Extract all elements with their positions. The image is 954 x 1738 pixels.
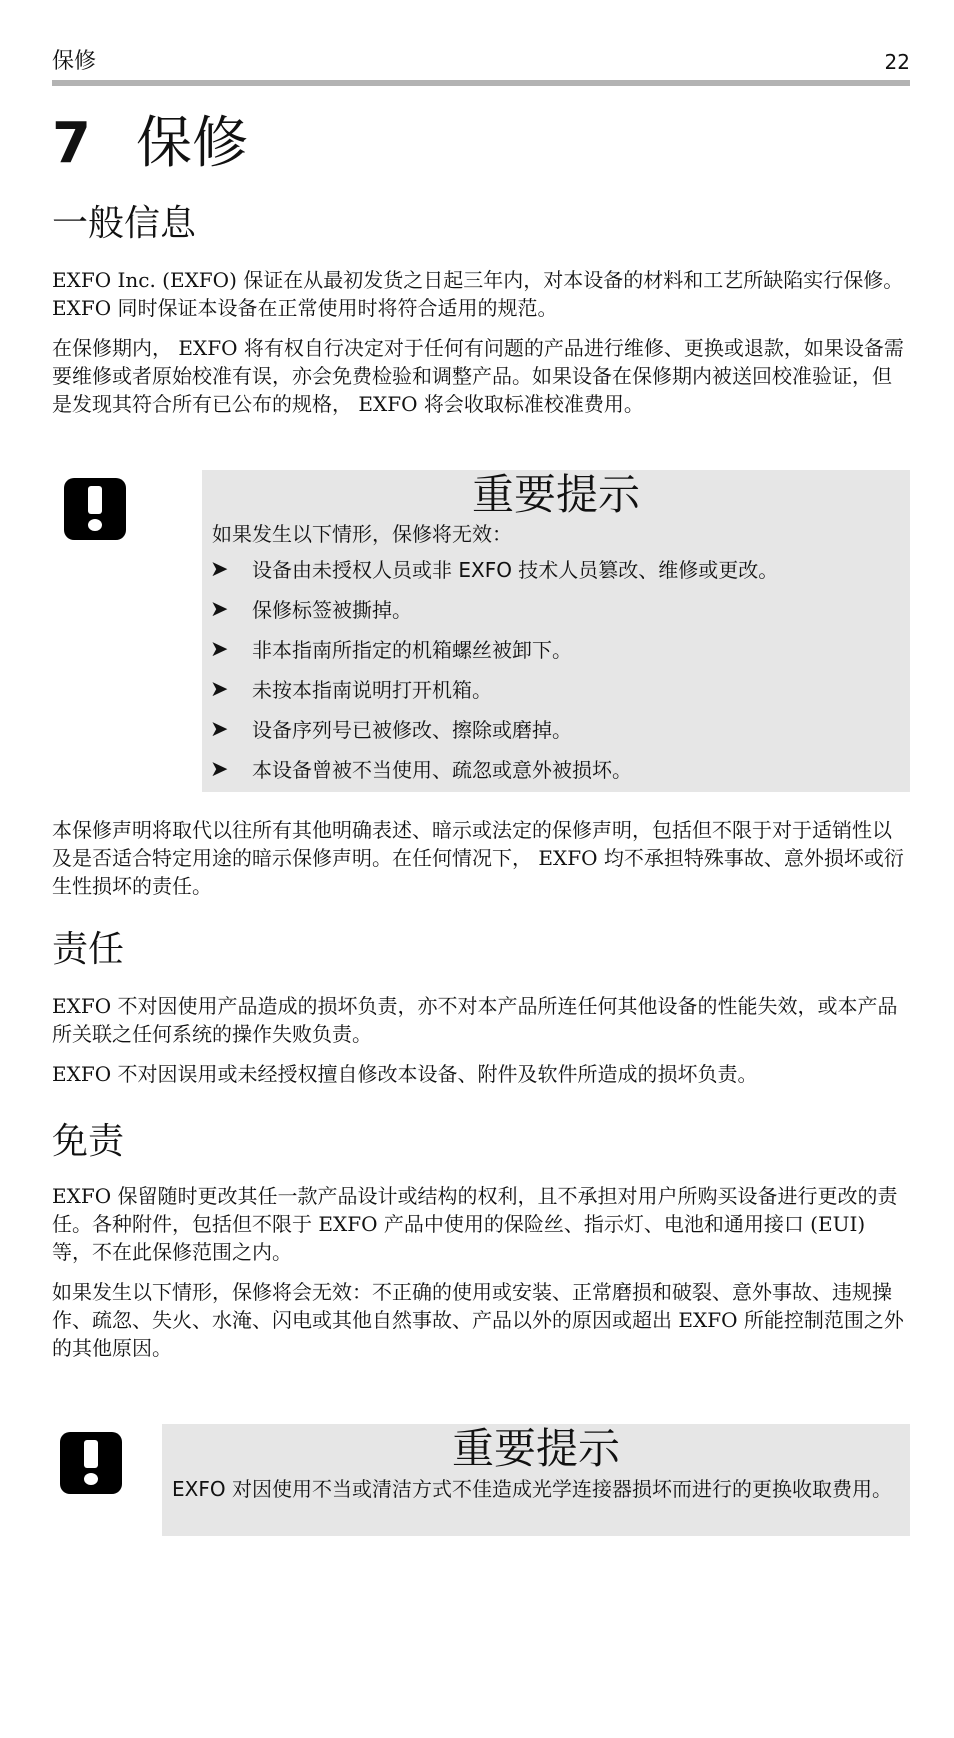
general-paragraph-2: 在保修期内， EXFO 将有权自行决定对于任何有问题的产品进行维修、更换或退款，如果设备需要维修或者原始校准有误，亦会免费检验和调整产品。如果设备在保修期内被送回校准验证，但是发现其符合所有已公布的规格， EXFO 将会收取标准校准费用。	[52, 336, 904, 416]
arrow-bullet-icon: ➤	[210, 757, 229, 782]
chapter-number: 7	[52, 111, 91, 176]
important-note-title: 重要提示	[471, 470, 640, 519]
arrow-bullet-icon: ➤	[210, 637, 229, 662]
liability-paragraph-1: EXFO 不对因使用产品造成的损坏负责，亦不对本产品所连任何其他设备的性能失效，或本产品所关联之任何系统的操作失败负责。	[52, 994, 898, 1046]
list-item: ➤ 非本指南所指定的机箱螺丝被卸下。	[210, 637, 572, 662]
chapter-title	[52, 112, 248, 176]
list-item: ➤ 未按本指南说明打开机箱。	[210, 677, 492, 702]
arrow-bullet-icon: ➤	[210, 557, 229, 582]
disclaimer-paragraph: 本保修声明将取代以往所有其他明确表述、暗示或法定的保修声明，包括但不限于对于适销性以及是否适合特定用途的暗示保修声明。在任何情况下， EXFO 均不承担特殊事故、意外损坏或衍生性损坏的责任。	[52, 818, 904, 898]
list-item: ➤ 保修标签被撕掉。	[210, 597, 412, 622]
important-note-connector-cleaning	[162, 1424, 910, 1536]
header-section-title: 保修	[52, 49, 97, 74]
arrow-bullet-icon: ➤	[210, 677, 229, 702]
list-item: ➤ 本设备曾被不当使用、疏忽或意外被损坏。	[210, 757, 632, 782]
arrow-bullet-icon: ➤	[210, 597, 229, 622]
list-item: ➤ 设备序列号已被修改、擦除或磨掉。	[210, 717, 572, 742]
section-heading-liability: 责任	[52, 929, 125, 970]
page-number: 22	[884, 50, 910, 74]
important-note-text: EXFO 对因使用不当或清洁方式不佳造成光学连接器损坏而进行的更换收取费用。	[172, 1477, 892, 1501]
list-item: ➤ 设备由未授权人员或非 EXFO 技术人员篡改、维修或更改。	[210, 557, 779, 582]
running-header	[52, 44, 910, 86]
arrow-bullet-icon: ➤	[210, 717, 229, 742]
general-paragraph-1: EXFO Inc. (EXFO) 保证在从最初发货之日起三年内，对本设备的材料和工艺所缺陷实行保修。 EXFO 同时保证本设备在正常使用时将符合适用的规范。	[52, 268, 904, 320]
section-heading-exclusions: 免责	[52, 1121, 125, 1162]
exclusions-paragraph-2: 如果发生以下情形，保修将会无效：不正确的使用或安装、正常磨损和破裂、意外事故、违规操作、疏忽、失火、水淹、闪电或其他自然事故、产品以外的原因或超出 EXFO 所能控制范围之外的其他原因。	[52, 1280, 904, 1360]
section-heading-general: 一般信息	[52, 203, 197, 244]
important-exclamation-icon	[64, 478, 126, 540]
exclusions-paragraph-1: EXFO 保留随时更改其任一款产品设计或结构的权利，且不承担对用户所购买设备进行更改的责任。各种附件，包括但不限于 EXFO 产品中使用的保险丝、指示灯、电池和通用接口 (EUI) 等，不在此保修范围之内。	[52, 1184, 898, 1264]
important-exclamation-icon	[60, 1432, 122, 1494]
chapter-title-text: 保修	[136, 111, 248, 176]
important-note-title: 重要提示	[451, 1424, 620, 1473]
important-note-warranty-void	[202, 470, 910, 792]
void-conditions-list	[202, 556, 910, 796]
liability-paragraph-2: EXFO 不对因误用或未经授权擅自修改本设备、附件及软件所造成的损坏负责。	[52, 1062, 758, 1086]
important-note-intro: 如果发生以下情形，保修将无效：	[212, 522, 512, 546]
